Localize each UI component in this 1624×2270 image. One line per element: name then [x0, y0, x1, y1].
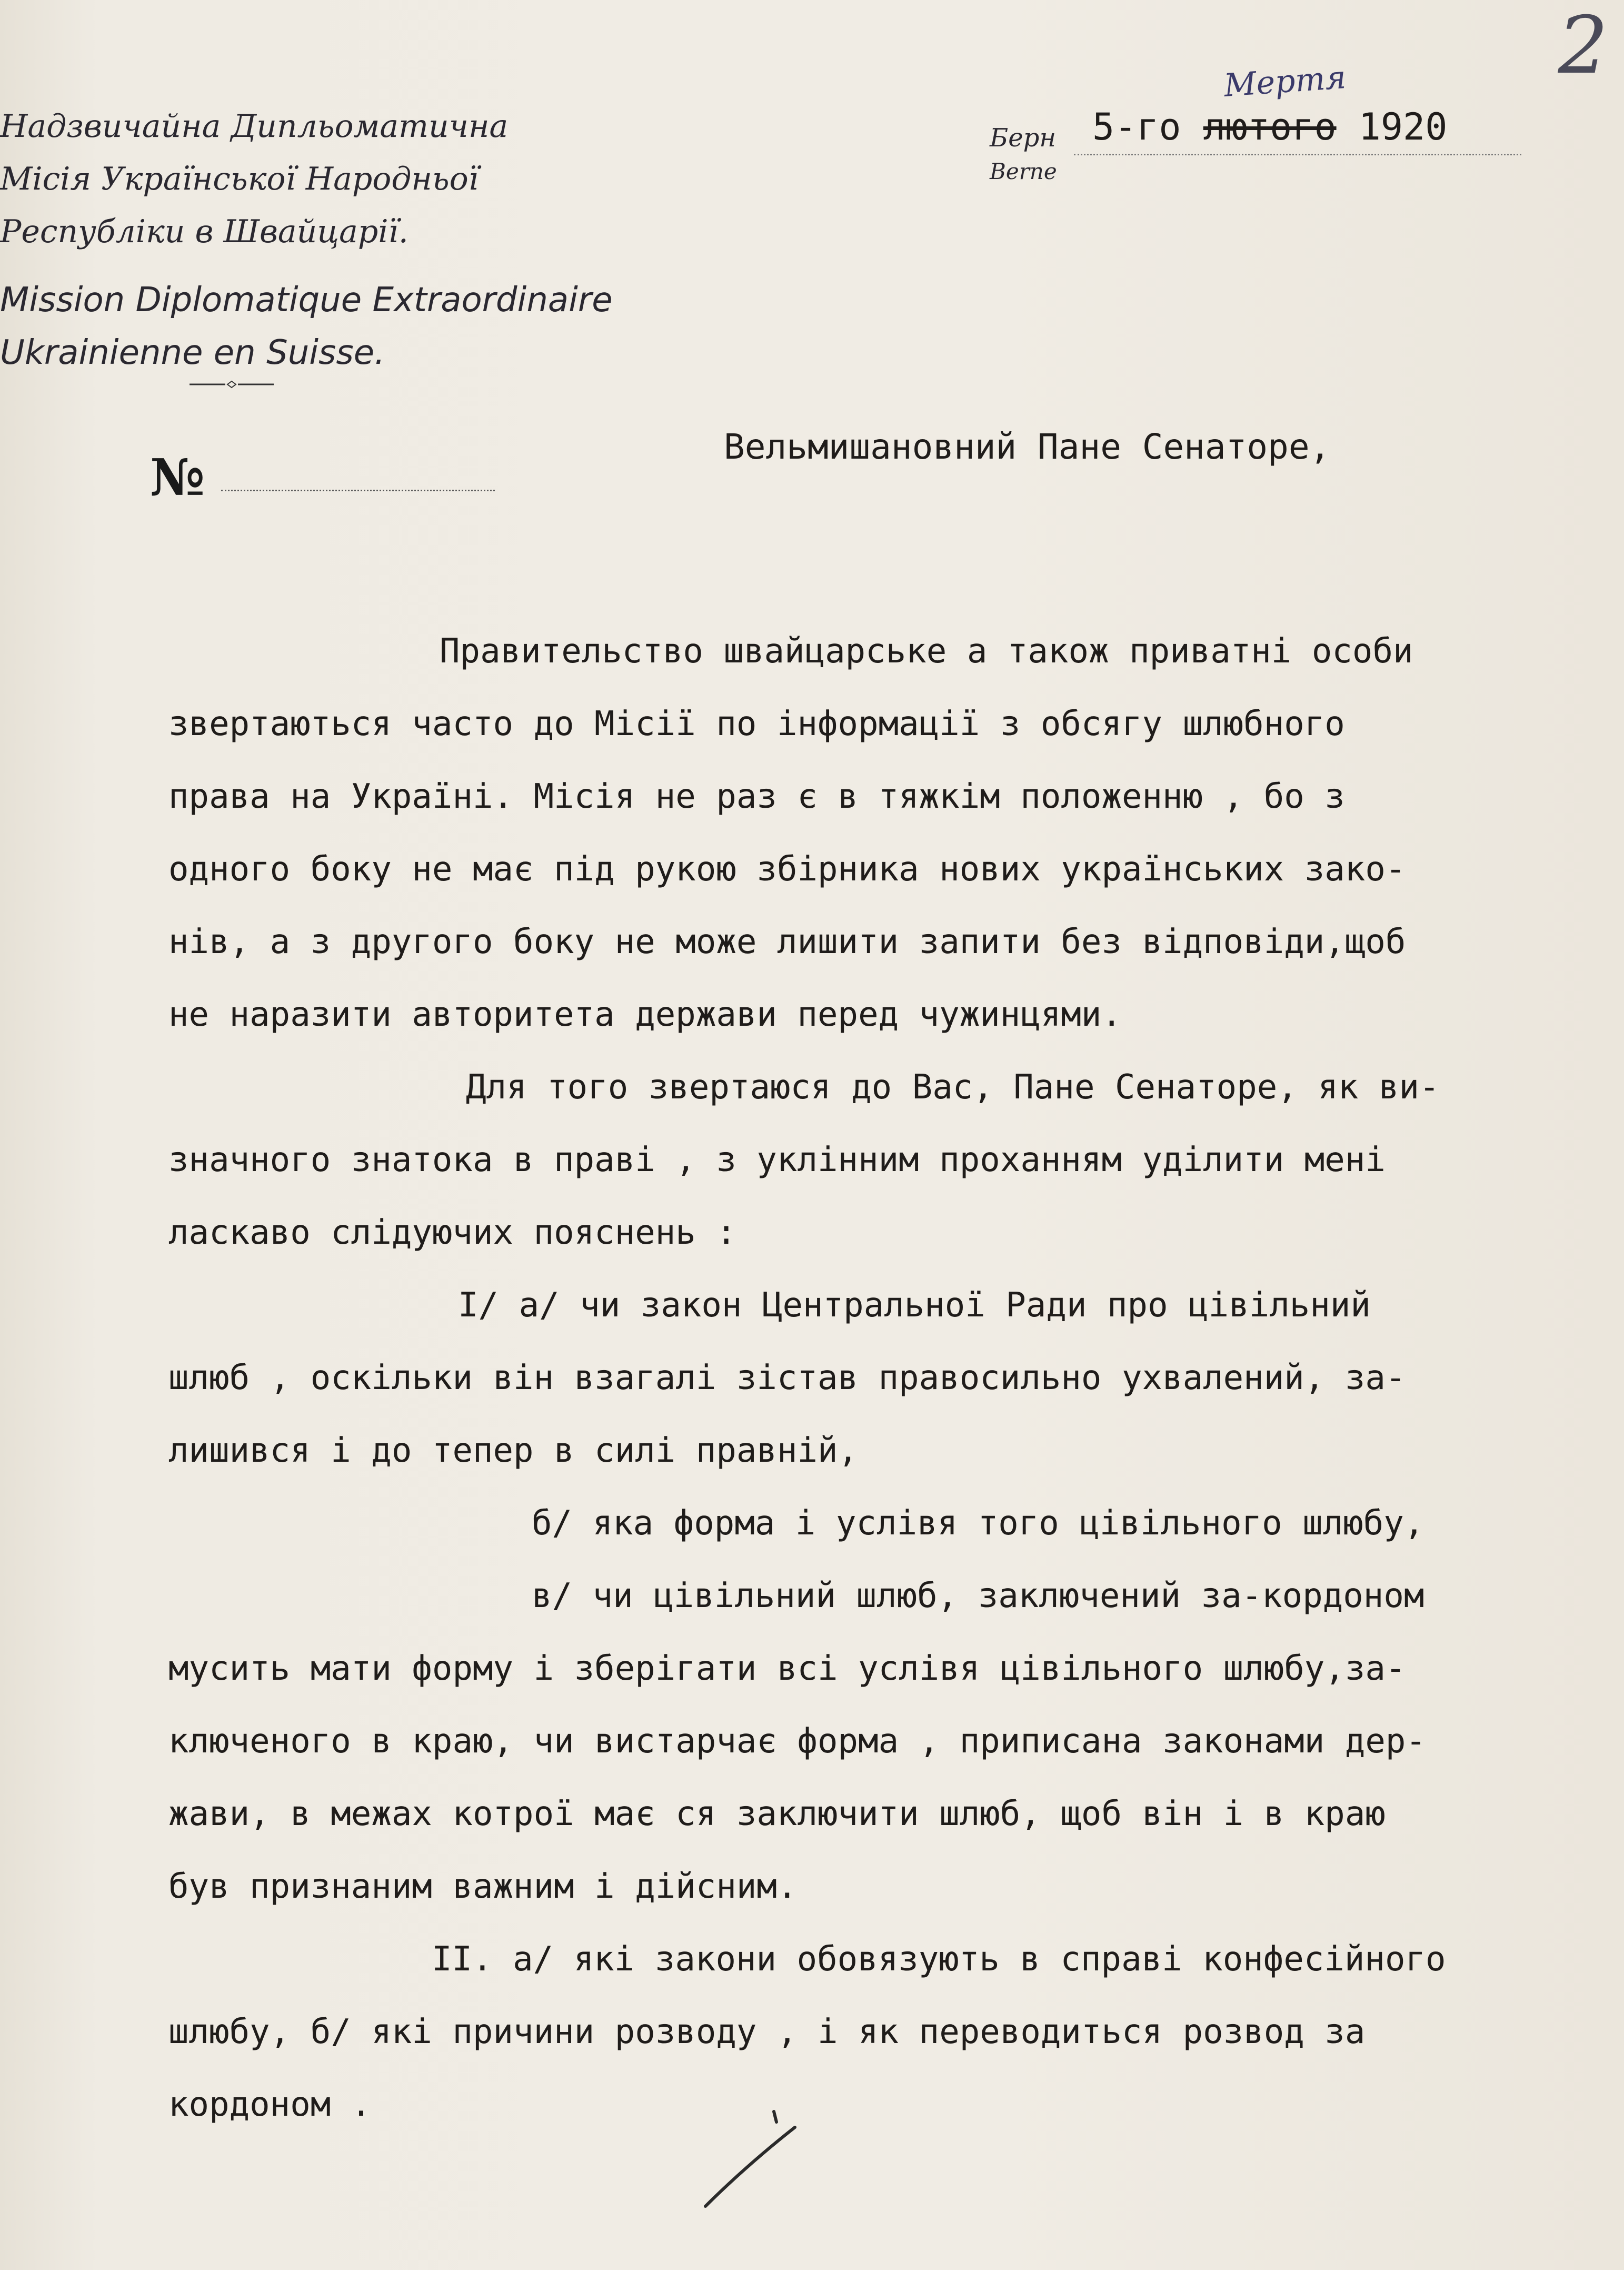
letterhead-ua-line-1: Надзвичайна Дипльоматична — [0, 108, 509, 145]
body-line: був признаним важним і дійсним. — [168, 1867, 798, 1906]
signature-mark — [669, 2106, 826, 2212]
body-line: шлюб , оскільки він взагалі зістав правосильно ухвалений, за- — [168, 1359, 1406, 1397]
salutation: Вельмишановний Пане Сенаторе, — [724, 427, 1331, 467]
body-line: мусить мати форму і зберігати всі услівя цівільного шлюбу,за- — [168, 1649, 1406, 1688]
letterhead-fr-line-2: Ukrainienne en Suisse. — [0, 333, 385, 372]
body-line: значного знатока в праві , з уклінним проханням уділити мені — [168, 1141, 1386, 1179]
body-line: нів, а з другого боку не може лишити запити без відповіди,щоб — [168, 923, 1406, 961]
body-line: б/ яка форма і услівя того цівільного шлюбу, — [532, 1504, 1424, 1543]
letterhead-ua-line-2: Місія Української Народньої — [0, 161, 479, 197]
body-line: не наразити авторитета держави перед чужинцями. — [168, 995, 1122, 1034]
body-line: кордоном . — [168, 2085, 372, 2124]
letterhead — [0, 100, 613, 379]
date-underline — [1074, 154, 1521, 155]
body-line: I/ а/ чи закон Центральної Ради про цівільний — [458, 1286, 1371, 1325]
body-line: Правительство швайцарське а також приватні особи — [440, 632, 1413, 671]
body-line: шлюбу, б/ які причини розводу , і як переводиться розвод за — [168, 2013, 1366, 2051]
place-block — [990, 121, 1057, 189]
reference-number-label: № — [150, 448, 205, 507]
date-day: 5-го — [1092, 105, 1181, 148]
body-line: в/ чи цівільний шлюб, заключений за-кордоном — [532, 1577, 1424, 1615]
place-ua: Берн — [990, 123, 1057, 153]
reference-number-line — [221, 490, 495, 491]
place-fr: Berne — [990, 158, 1057, 184]
page-number: 2 — [1558, 0, 1608, 92]
body-line: одного боку не має під рукою збірника нових українських зако- — [168, 850, 1406, 889]
date-line — [1092, 105, 1447, 148]
body-line: лишився і до тепер в силі правній, — [168, 1431, 859, 1470]
body-line: II. а/ які закони обовязують в справі конфесійного — [432, 1940, 1446, 1979]
body-line: ключеного в краю, чи вистарчає форма , приписана законами дер- — [168, 1722, 1426, 1761]
date-year: 1920 — [1358, 105, 1448, 148]
letterhead-ua-line-3: Республіки в Швайцарії. — [0, 213, 409, 250]
letterhead-ornament — [190, 379, 274, 390]
body-line: Для того звертаюся до Вас, Пане Сенаторе, як ви- — [466, 1068, 1440, 1107]
date-month-struck: лютого — [1203, 105, 1337, 148]
body-line: ласкаво слідуючих пояснень : — [168, 1213, 736, 1252]
date-handwritten-correction: Мертя — [1222, 58, 1348, 105]
body-line: права на Україні. Місія не раз є в тяжкім положенню , бо з — [168, 777, 1345, 816]
body-line: жави, в межах котрої має ся заключити шлюб, щоб він і в краю — [168, 1795, 1386, 1833]
letterhead-fr-line-1: Mission Diplomatique Extraordinaire — [0, 281, 613, 320]
body-line: звертаються часто до Місії по інформації з обсягу шлюбного — [168, 705, 1345, 744]
